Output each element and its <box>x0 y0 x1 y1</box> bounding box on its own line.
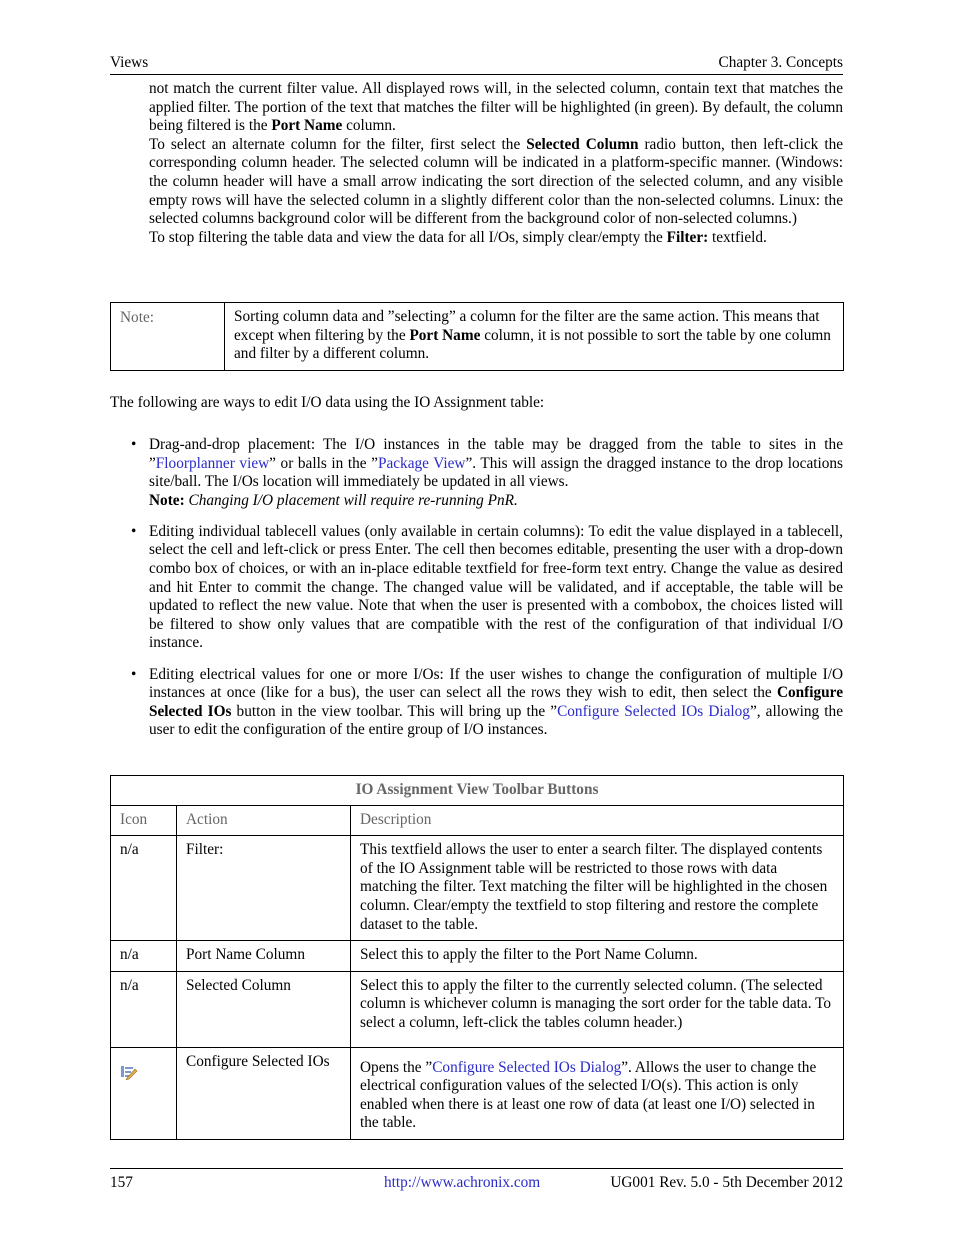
cell-description: Select this to apply the filter to the Port Name Column. <box>351 941 844 972</box>
page-header <box>110 54 843 75</box>
column-header-icon: Icon <box>111 805 177 836</box>
list-item <box>110 666 843 740</box>
page-number: 157 <box>110 1174 133 1191</box>
column-header-action: Action <box>177 805 351 836</box>
bold-text: Selected Column <box>526 135 639 153</box>
text: button in the view toolbar. This will bring up the ” <box>231 702 558 720</box>
header-section: Views <box>110 54 149 71</box>
text: textfield. <box>708 228 767 246</box>
table-caption: IO Assignment View Toolbar Buttons <box>111 776 844 806</box>
bold-text: Port Name <box>271 117 343 135</box>
cell-description <box>351 1047 844 1139</box>
text: ” or balls in the ” <box>269 454 378 472</box>
text: ”. This will assign the dragged instance to the drop locations site/ball. The I/Os location will immediately be updated in all views. <box>149 454 843 491</box>
cell-icon <box>111 1047 177 1139</box>
cell-action: Selected Column <box>177 971 351 1047</box>
paragraph <box>149 136 843 229</box>
table-row <box>111 836 844 941</box>
text: To stop filtering the table data and view the data for all I/Os, simply clear/empty the <box>149 228 667 246</box>
toolbar-buttons-table <box>110 775 844 1140</box>
text: Opens the ” <box>360 1058 433 1076</box>
text: column, it is not possible to sort the table by one column and filter by a different column. <box>234 326 831 363</box>
cell-icon: n/a <box>111 971 177 1047</box>
text: Sorting column data and ”selecting” a column for the filter are the same action. This means that except when filtering by the <box>234 308 820 344</box>
italic-note: Changing I/O placement will require re-running PnR. <box>184 491 518 509</box>
text: ”. Allows the user to change the electrical configuration values of the selected I/O(s). This action is only enabled when there is at least one row of data (at least one I/O) selected in the table. <box>360 1058 817 1132</box>
text: not match the current filter value. All displayed rows will, in the selected column, contain text that matches the applied filter. The portion of the text that matches the filter will be highlighted (in green). By default, the column being filtered is the <box>149 80 843 135</box>
floorplanner-view-link[interactable]: Floorplanner view <box>155 454 270 472</box>
text: Drag-and-drop placement: The I/O instances in the table may be dragged from the table to sites in the ” <box>149 436 843 472</box>
cell-action: Filter: <box>177 836 351 941</box>
intro-text <box>149 80 843 247</box>
list-item: • Editing individual tablecell values (only available in certain columns): To edit the value displayed in a tablecell, select the cell and left-click or press Enter. The cell then becomes editable, presenting the user with a drop-down combo box of choices, or with an in-place editable textfield for free-form text entry. Change the value as desired and hit Enter to commit the change. The changed value will be validated, and if acceptable, the table will be updated to reflect the new value. Note that when the user is presented with a combobox, the choices listed will be filtered to show only values that are compatible with the rest of the configuration of that individual I/O instance. <box>110 523 843 653</box>
bold-text: Configure Selected IOs <box>149 684 843 720</box>
note-label: Note: <box>111 303 225 370</box>
cell-action: Configure Selected IOs <box>177 1047 351 1139</box>
text: column. <box>342 117 396 135</box>
cell-description: Select this to apply the filter to the currently selected column. (The selected column is whichever column is managing the sort order for the table data. To select a column, left-click the tables column header.) <box>351 971 844 1047</box>
text: ”, allowing the user to edit the configuration of the entire group of I/O instances. <box>149 702 843 739</box>
table-row <box>111 941 844 972</box>
table-header-row <box>111 805 844 836</box>
text: radio button, then left-click the corresponding column header. The selected column will be indicated in a platform-specific manner. (Windows: the column header will have a small arrow indicating the sort direction of the selected column, and any visible empty rows will have the selected column in a slightly different color than the non-selected columns. Linux: the selected columns background color will be different from the background color of non-selected columns.) <box>149 135 844 228</box>
configure-dialog-link[interactable]: Configure Selected IOs Dialog <box>557 702 750 720</box>
cell-icon: n/a <box>111 941 177 972</box>
table-row <box>111 971 844 1047</box>
website-link[interactable]: http://www.achronix.com <box>384 1174 541 1191</box>
table-row <box>111 1047 844 1139</box>
cell-action: Port Name Column <box>177 941 351 972</box>
document-revision: UG001 Rev. 5.0 - 5th December 2012 <box>610 1174 843 1191</box>
text: Editing electrical values for one or more I/Os: If the user wishes to change the configuration of multiple I/O instances at once (like for a bus), the user can select all the rows they wish to edit, then select the <box>149 665 843 702</box>
cell-icon: n/a <box>111 836 177 941</box>
paragraph <box>149 80 843 136</box>
list-item <box>110 436 843 510</box>
package-view-link[interactable]: Package View <box>377 454 466 472</box>
note-box <box>110 302 844 371</box>
text: To select an alternate column for the filter, first select the <box>149 135 527 153</box>
bold-text: Port Name <box>409 326 481 344</box>
paragraph <box>149 229 843 248</box>
note-text <box>225 303 843 370</box>
page-footer <box>110 1168 843 1191</box>
lead-paragraph: The following are ways to edit I/O data using the IO Assignment table: <box>110 394 545 411</box>
header-chapter: Chapter 3. Concepts <box>718 54 843 71</box>
column-header-description: Description <box>351 805 844 836</box>
bold-text: Filter: <box>666 228 709 246</box>
note-label: Note: <box>149 491 185 509</box>
configure-dialog-link[interactable]: Configure Selected IOs Dialog <box>432 1058 622 1076</box>
configure-edit-icon <box>120 1067 138 1084</box>
bullet-list <box>110 436 843 752</box>
cell-description: This textfield allows the user to enter a search filter. The displayed contents of the IO Assignment table will be restricted to those rows with data matching the filter. Text matching the filter will be highlighted in the chosen column. Clear/empty the textfield to stop filtering and restore the complete dataset to the table. <box>351 836 844 941</box>
